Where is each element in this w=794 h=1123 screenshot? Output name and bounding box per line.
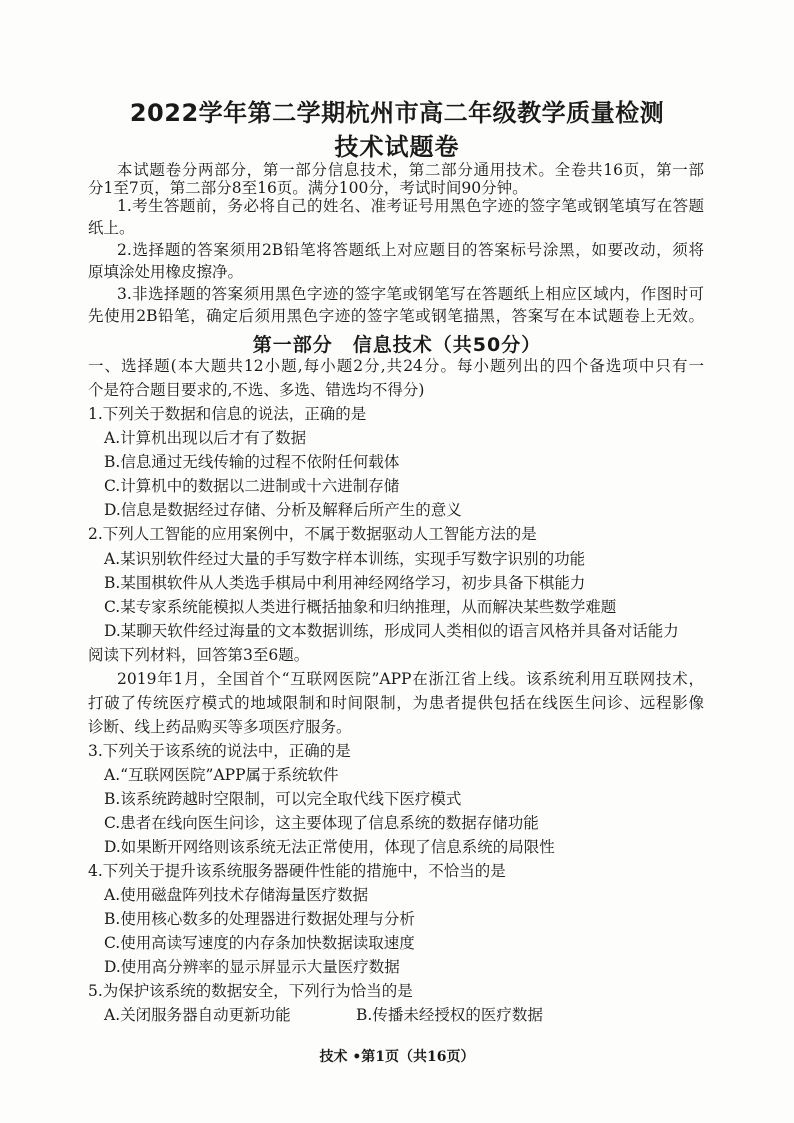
question-1-option-c: C.计算机中的数据以二进制或十六进制存储 (104, 477, 400, 495)
section-desc-line-2: 个是符合题目要求的,不选、多选、错选均不得分) (88, 381, 425, 399)
question-3-stem: 3.下列关于该系统的说法中，正确的是 (88, 742, 351, 760)
question-4-option-a: A.使用磁盘阵列技术存储海量医疗数据 (104, 886, 369, 904)
notice-1-line-1: 1.考生答题前，务必将自己的姓名、准考证号用黑色字迹的签字笔或钢笔填写在答题 (117, 197, 704, 215)
question-1-option-d: D.信息是数据经过存储、分析及解释后所产生的意义 (104, 501, 462, 519)
material-line-2: 打破了传统医疗模式的地域限制和时间限制，为患者提供包括在线医生问诊、远程影像 (88, 694, 704, 712)
intro-line-2: 分1至7页，第二部分8至16页。满分100分，考试时间90分钟。 (88, 179, 528, 197)
question-2-stem: 2.下列人工智能的应用案例中，不属于数据驱动人工智能方法的是 (88, 525, 537, 543)
question-3-option-c: C.患者在线向医生问诊，这主要体现了信息系统的数据存储功能 (104, 814, 539, 832)
material-lead: 阅读下列材料，回答第3至6题。 (88, 646, 310, 664)
exam-subtitle: 技术试题卷 (334, 133, 460, 161)
question-1-stem: 1.下列关于数据和信息的说法，正确的是 (88, 405, 367, 423)
notice-2-line-1: 2.选择题的答案须用2B铅笔将答题纸上对应题目的答案标号涂黑，如要改动，须将 (117, 241, 704, 259)
question-3-option-b: B.该系统跨越时空限制，可以完全取代线下医疗模式 (104, 790, 462, 808)
intro-line-1: 本试题卷分两部分，第一部分信息技术，第二部分通用技术。全卷共16页，第一部 (117, 161, 704, 179)
section-desc-line-1: 一、选择题(本大题共12小题,每小题2分,共24分。每小题列出的四个备选项中只有一 (88, 357, 704, 375)
notice-3-line-2: 先使用2B铅笔，确定后须用黑色字迹的签字笔或钢笔描黑，答案写在本试题卷上无效。 (88, 307, 704, 325)
question-3-option-a: A.“互联网医院”APP属于系统软件 (104, 766, 339, 784)
notice-2-line-2: 原填涂处用橡皮擦净。 (88, 263, 244, 281)
exam-title: 2022学年第二学期杭州市高二年级教学质量检测 (129, 99, 665, 127)
page-footer: 技术 •第1页（共16页） (319, 1049, 475, 1065)
question-3-option-d: D.如果断开网络则该系统无法正常使用，体现了信息系统的局限性 (104, 838, 555, 856)
section-title: 第一部分 信息技术（共50分） (252, 334, 542, 356)
question-4-stem: 4.下列关于提升该系统服务器硬件性能的措施中，不恰当的是 (88, 862, 506, 880)
question-2-option-c: C.某专家系统能模拟人类进行概括抽象和归纳推理，从而解决某些数学难题 (104, 598, 617, 616)
notice-1-line-2: 纸上。 (88, 219, 135, 237)
question-2-option-d: D.某聊天软件经过海量的文本数据训练，形成同人类相似的语言风格并具备对话能力 (104, 622, 679, 640)
question-4-option-b: B.使用核心数多的处理器进行数据处理与分析 (104, 910, 415, 928)
material-line-1: 2019年1月，全国首个“互联网医院”APP在浙江省上线。该系统利用互联网技术， (117, 670, 704, 688)
question-4-option-d: D.使用高分辨率的显示屏显示大量医疗数据 (104, 958, 400, 976)
notice-3-line-1: 3.非选择题的答案须用黑色字迹的签字笔或钢笔写在答题纸上相应区域内，作图时可 (117, 285, 704, 303)
material-line-3: 诊断、线上药品购买等多项医疗服务。 (88, 718, 352, 736)
question-2-option-a: A.某识别软件经过大量的手写数字样本训练，实现手写数字识别的功能 (104, 550, 586, 568)
question-5-option-b: B.传播未经授权的医疗数据 (356, 1006, 543, 1024)
question-1-option-a: A.计算机出现以后才有了数据 (104, 429, 307, 447)
question-5-option-a: A.关闭服务器自动更新功能 (104, 1006, 291, 1024)
question-5-stem: 5.为保护该系统的数据安全，下列行为恰当的是 (88, 982, 413, 1000)
question-2-option-b: B.某围棋软件从人类选手棋局中利用神经网络学习，初步具备下棋能力 (104, 574, 586, 592)
question-4-option-c: C.使用高读写速度的内存条加快数据读取速度 (104, 934, 415, 952)
question-1-option-b: B.信息通过无线传输的过程不依附任何载体 (104, 453, 400, 471)
